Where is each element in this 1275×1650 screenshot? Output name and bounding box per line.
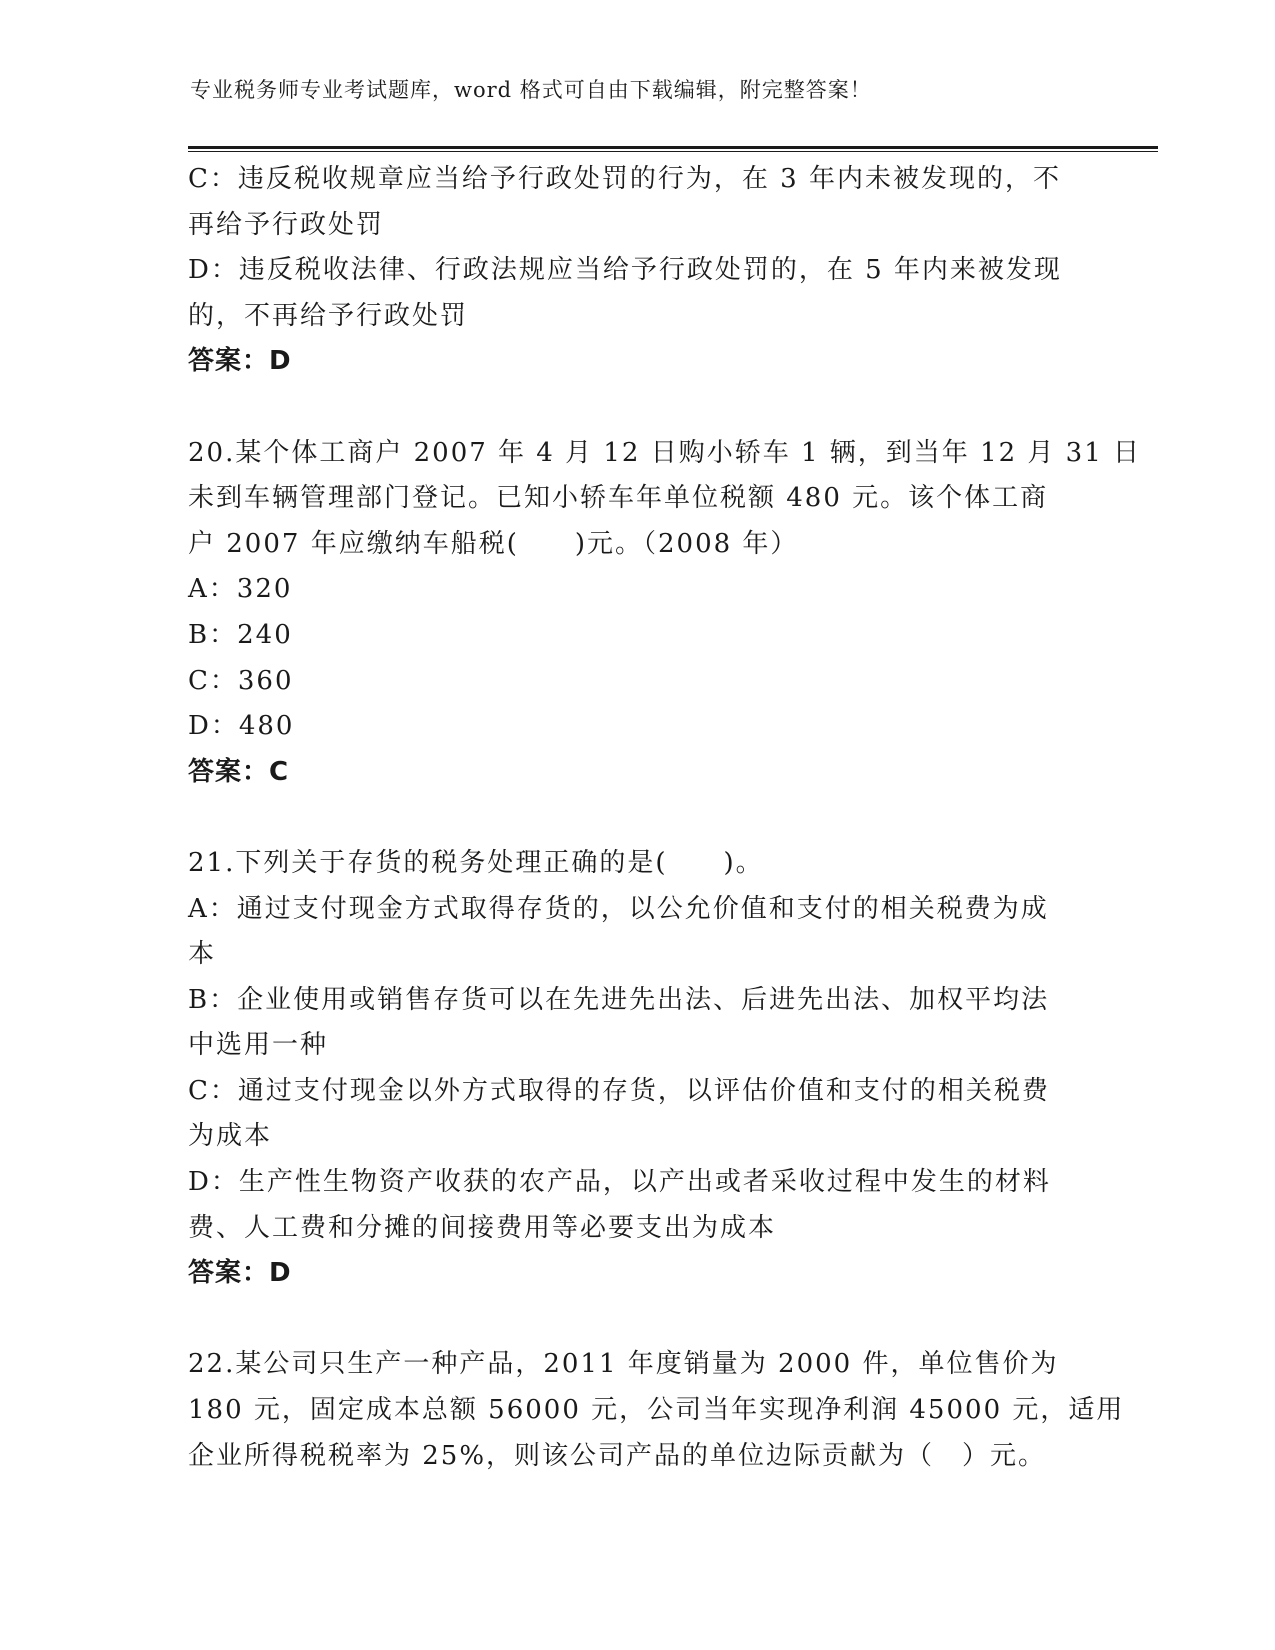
option-b-line-2: 中选用一种 — [188, 1030, 329, 1061]
question-stem-line-1: 22.某公司只生产一种产品，2011 年度销量为 2000 件，单位售价为 — [188, 1349, 1059, 1380]
option-d: D：480 — [188, 711, 295, 742]
page-header: 专业税务师专业考试题库，word 格式可自由下载编辑，附完整答案！ — [190, 78, 872, 102]
option-c-line-1: C：违反税收规章应当给予行政处罚的行为，在 3 年内未被发现的，不 — [188, 164, 1061, 194]
option-a: A：320 — [188, 574, 293, 605]
option-d-line-2: 的，不再给予行政处罚 — [188, 300, 469, 331]
option-c: C：360 — [188, 665, 294, 696]
question-stem-line-3: 企业所得税税率为 25%，则该公司产品的单位边际贡献为（ ）元。 — [188, 1440, 1047, 1471]
option-d-line-1: D：生产性生物资产收获的农产品，以产出或者采收过程中发生的材料 — [188, 1167, 1051, 1198]
option-d-line-1: D：违反税收法律、行政法规应当给予行政处罚的，在 5 年内来被发现 — [188, 255, 1062, 286]
option-d-line-2: 费、人工费和分摊的间接费用等必要支出为成本 — [188, 1212, 777, 1243]
option-c-line-2: 再给予行政处罚 — [188, 209, 385, 240]
question-stem-line-2: 180 元，固定成本总额 56000 元，公司当年实现净利润 45000 元，适用 — [188, 1395, 1125, 1426]
header-rule-thin — [188, 151, 1158, 152]
question-22 — [188, 1342, 1125, 1479]
question-21 — [188, 841, 1088, 1297]
answer-label: 答案：D — [188, 346, 292, 377]
question-stem-line-1: 20.某个体工商户 2007 年 4 月 12 日购小轿车 1 辆，到当年 12 月 31 日 — [188, 437, 1142, 468]
option-a-line-2: 本 — [188, 939, 217, 970]
option-a-line-1: A：通过支付现金方式取得存货的，以公允价值和支付的相关税费为成 — [188, 893, 1049, 924]
answer-label: 答案：C — [188, 756, 290, 787]
question-20 — [188, 431, 1142, 796]
option-c-line-2: 为成本 — [188, 1121, 273, 1152]
answer-label: 答案：D — [188, 1258, 292, 1289]
header-rule-thick — [188, 146, 1158, 149]
option-b-line-1: B：企业使用或销售存货可以在先进先出法、后进先出法、加权平均法 — [188, 984, 1050, 1015]
option-c-line-1: C：通过支付现金以外方式取得的存货，以评估价值和支付的相关税费 — [188, 1075, 1050, 1106]
question-stem-line-2: 未到车辆管理部门登记。已知小轿车年单位税额 480 元。该个体工商 — [188, 483, 1049, 514]
question-stem-line-3: 户 2007 年应缴纳车船税( )元。（2008 年） — [188, 528, 799, 559]
spacer — [188, 385, 1088, 431]
question-19-tail — [188, 157, 1088, 385]
document-body — [188, 157, 1142, 1479]
question-stem-line-1: 21.下列关于存货的税务处理正确的是( )。 — [188, 847, 764, 878]
spacer — [188, 795, 1088, 841]
spacer — [188, 1297, 1088, 1343]
option-b: B：240 — [188, 619, 293, 650]
